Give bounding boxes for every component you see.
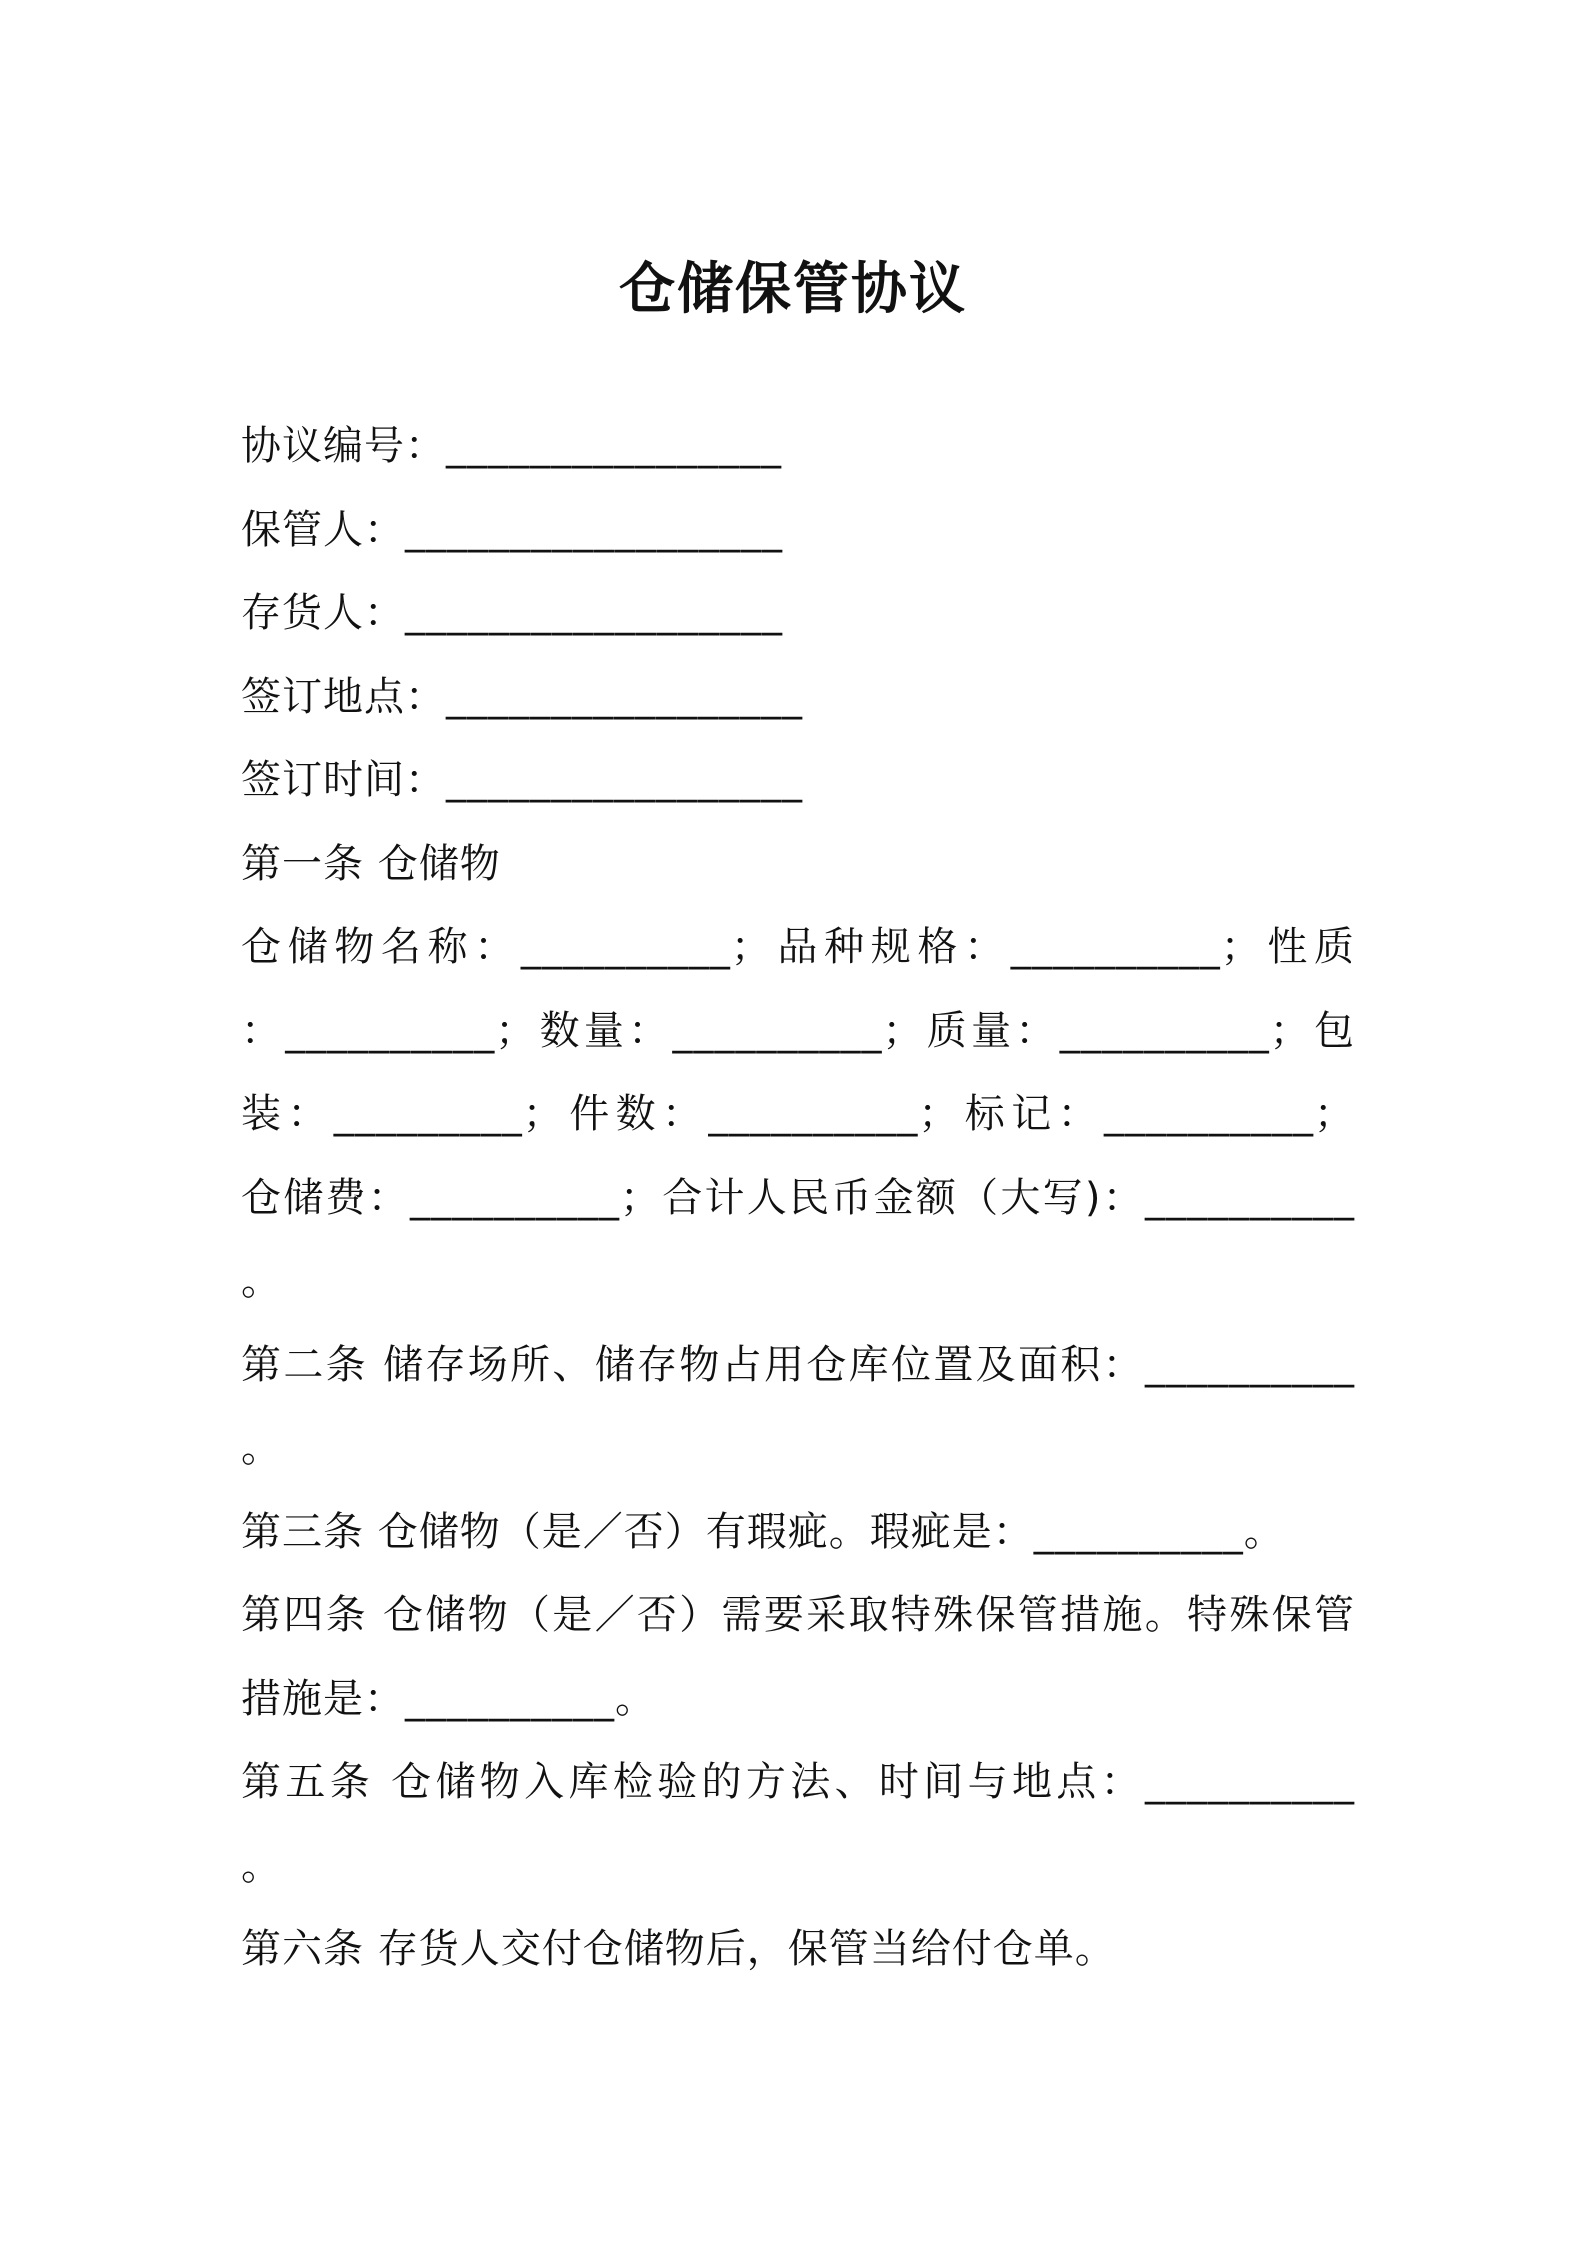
field-agreement-number	[241, 405, 1355, 489]
article-1-line-3: 装：_________；件数：__________；标记：__________；	[241, 1091, 1355, 1137]
article-3: 第三条 仓储物（是／否）有瑕疵。瑕疵是：__________。	[241, 1508, 1285, 1555]
article-2-line-2: 。	[241, 1425, 282, 1471]
field-blank[interactable]: __________________	[405, 506, 783, 553]
article-2-line-1: 第二条 储存场所、储存物占用仓库位置及面积：__________	[241, 1341, 1355, 1388]
field-label: 签订时间：	[241, 757, 446, 803]
field-blank[interactable]: ________________	[446, 423, 782, 469]
article-1-heading: 第一条 仓储物	[241, 840, 501, 887]
field-label: 协议编号：	[241, 423, 446, 469]
article-1-line-1: 仓储物名称：__________；品种规格：__________；性质	[241, 924, 1355, 970]
article-4-line-2: 措施是：__________。	[241, 1675, 656, 1722]
article-1-line-5: 。	[241, 1258, 282, 1304]
field-blank[interactable]: _________________	[446, 757, 803, 803]
field-label: 存货人：	[241, 590, 405, 636]
article-5-line-1: 第五条 仓储物入库检验的方法、时间与地点：__________	[241, 1759, 1355, 1805]
article-6: 第六条 存货人交付仓储物后，保管当给付仓单。	[241, 1926, 1116, 1972]
article-1-line-2: ：__________；数量：__________；质量：__________；包	[241, 1007, 1355, 1054]
field-signing-place	[241, 656, 1355, 740]
article-4-line-1: 第四条 仓储物（是／否）需要采取特殊保管措施。特殊保管	[241, 1592, 1355, 1638]
article-5-line-2: 。	[241, 1842, 282, 1889]
field-signing-time	[241, 739, 1355, 823]
field-custodian	[241, 489, 1355, 573]
field-label: 签订地点：	[241, 673, 446, 720]
document-title: 仓储保管协议	[619, 257, 967, 322]
field-label: 保管人：	[241, 506, 405, 553]
article-1-line-4: 仓储费：__________；合计人民币金额（大写)：__________	[241, 1174, 1355, 1221]
document-body	[241, 405, 1355, 1992]
field-blank[interactable]: __________________	[405, 590, 783, 636]
field-blank[interactable]: _________________	[446, 673, 803, 720]
field-depositor	[241, 572, 1355, 656]
